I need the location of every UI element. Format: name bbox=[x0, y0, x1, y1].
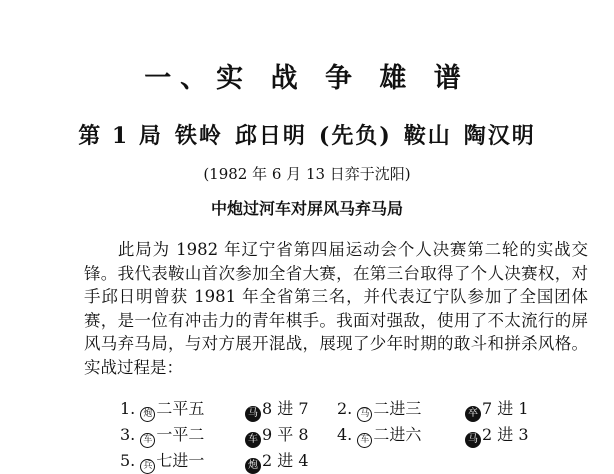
piece-red-icon: 兵 bbox=[140, 459, 155, 474]
red-city: 铁岭 bbox=[174, 123, 223, 149]
move-black: 炮 2 进 4 bbox=[245, 448, 309, 474]
piece-red-icon: 车 bbox=[357, 433, 372, 448]
move-red: 1. 炮 二平五 bbox=[120, 396, 204, 422]
move-row bbox=[120, 422, 600, 448]
piece-black-icon: 马 bbox=[465, 432, 481, 448]
move-row bbox=[120, 448, 600, 474]
date-line: (1982 年 6 月 13 日弈于沈阳) bbox=[203, 165, 411, 183]
game-title bbox=[0, 119, 614, 150]
game-result: (先负) bbox=[318, 123, 392, 149]
move-red: 4. 车 二进六 bbox=[337, 422, 421, 448]
move-red: 2. 马 二进三 bbox=[337, 396, 421, 422]
piece-black-icon: 马 bbox=[245, 406, 261, 422]
piece-black-icon: 炮 bbox=[245, 458, 261, 474]
move-black: 车 9 平 8 bbox=[245, 422, 309, 448]
move-row bbox=[120, 396, 600, 422]
intro-text: 此局为 1982 年辽宁省第四届运动会个人决赛第二轮的实战交锋。我代表鞍山首次参加全省大赛，在第三台取得了个人决赛权，对手邱日明曾获 1981 年全省第三名，并代表辽宁队参加了全国团体赛，是一位有冲击力的青年棋手。我面对强敌，使用了不太流行的屏风马弃马局，与对方展开混战，展现了少年时期的敢斗和拼杀风格。实战过程是： bbox=[84, 240, 588, 377]
opening-name: 中炮过河车对屏风马弃马局 bbox=[210, 199, 403, 218]
piece-red-icon: 马 bbox=[357, 407, 372, 422]
intro-paragraph bbox=[84, 238, 588, 379]
piece-red-icon: 炮 bbox=[140, 407, 155, 422]
section-title: 一、实 战 争 雄 谱 bbox=[144, 63, 470, 94]
move-black: 马 8 进 7 bbox=[245, 396, 309, 422]
piece-black-icon: 卒 bbox=[465, 406, 481, 422]
piece-red-icon: 车 bbox=[140, 433, 155, 448]
black-player: 陶汉明 bbox=[463, 123, 536, 149]
move-black: 马 2 进 3 bbox=[465, 422, 529, 448]
game-number: 第 1 局 bbox=[78, 123, 163, 149]
move-red: 3. 车 一平二 bbox=[120, 422, 204, 448]
red-player: 邱日明 bbox=[234, 123, 307, 149]
black-city: 鞍山 bbox=[403, 123, 452, 149]
piece-black-icon: 车 bbox=[245, 432, 261, 448]
move-red: 5. 兵 七进一 bbox=[120, 448, 204, 474]
move-black: 卒 7 进 1 bbox=[465, 396, 529, 422]
move-list bbox=[120, 396, 600, 474]
